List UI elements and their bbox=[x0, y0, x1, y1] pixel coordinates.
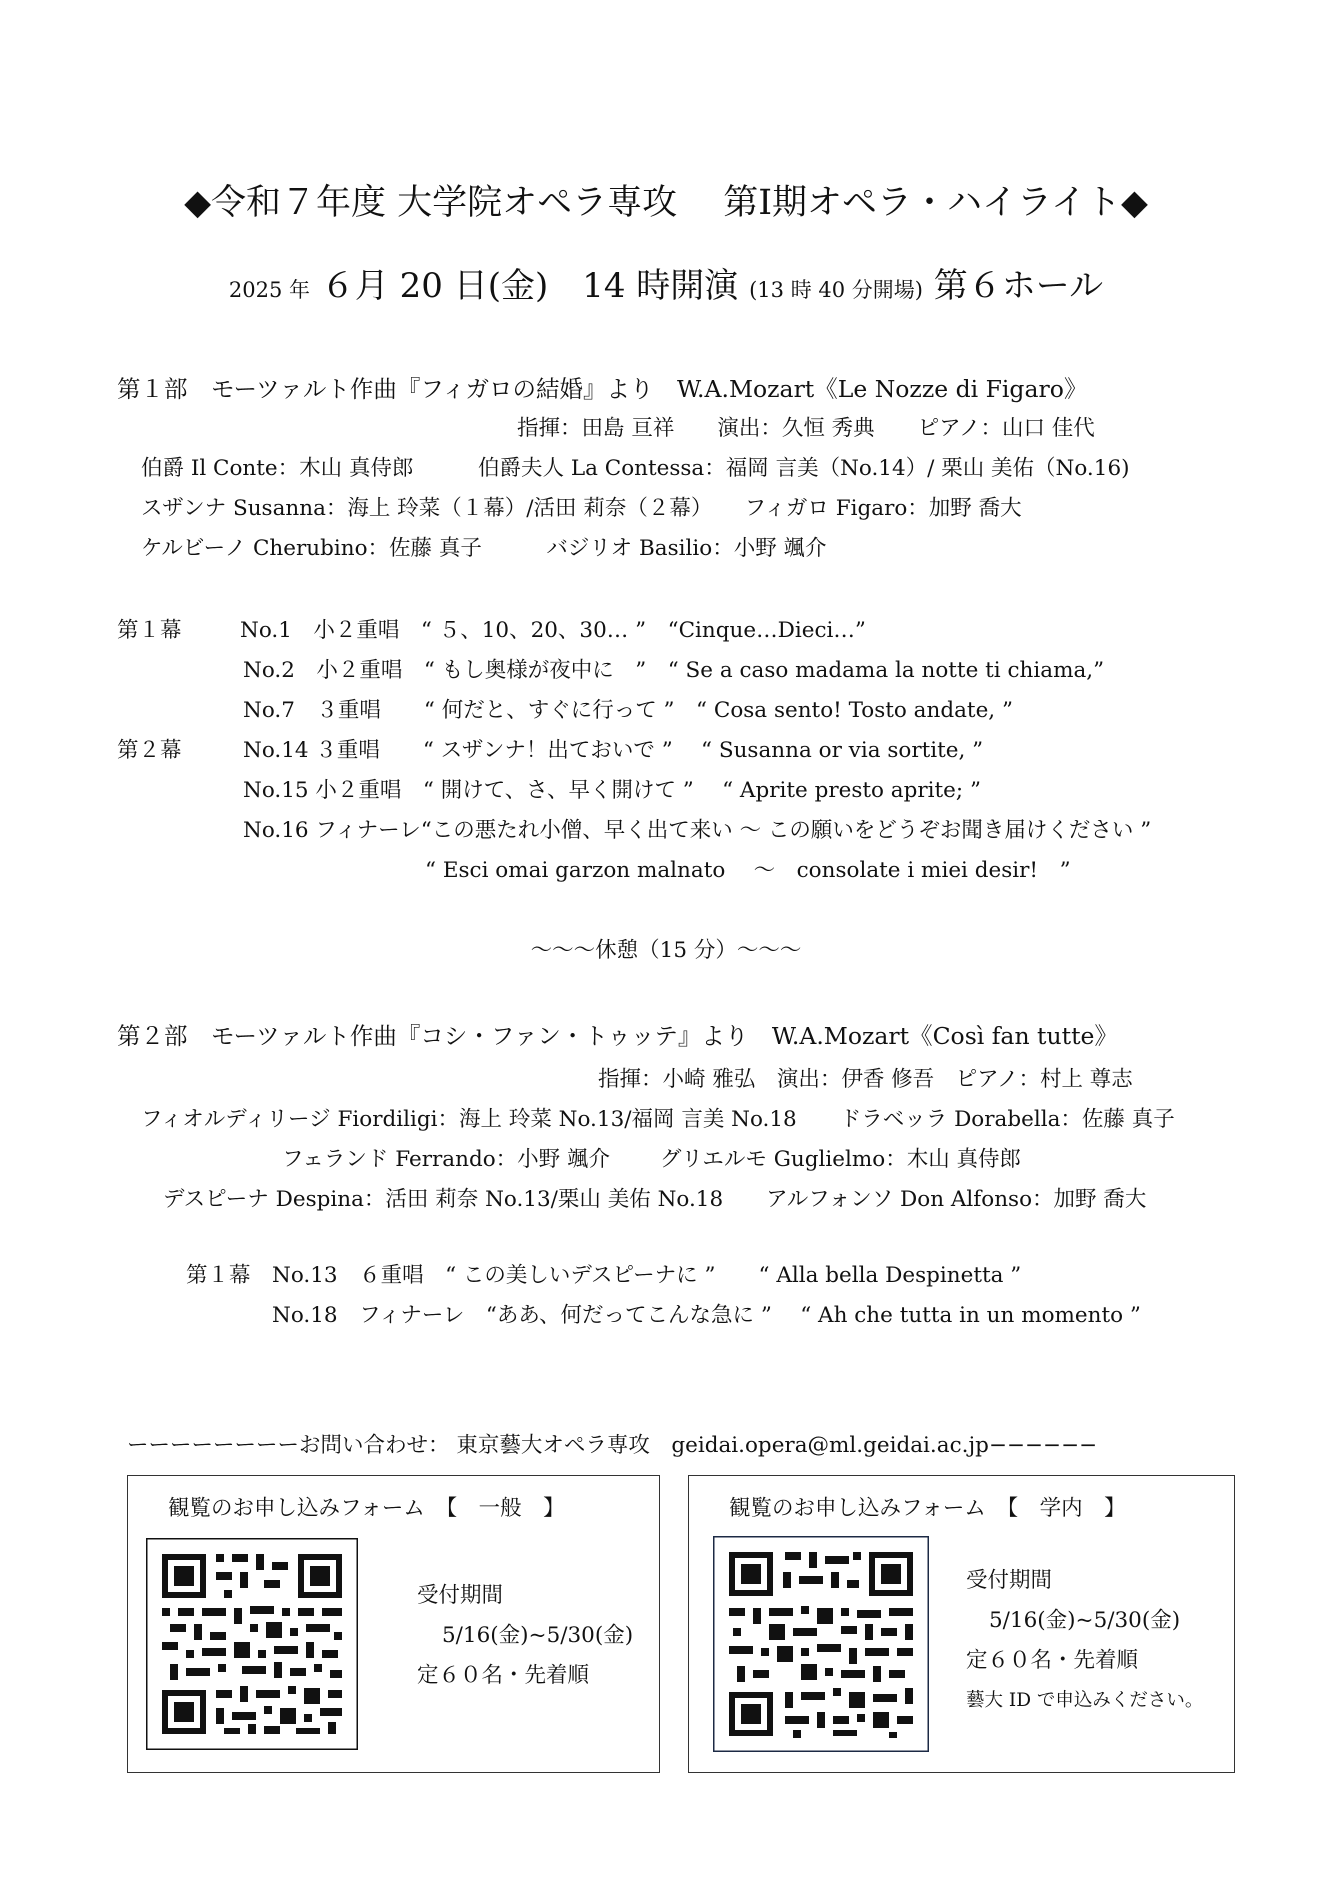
part2-heading: 第２部 モーツァルト作曲『コシ・ファン・トゥッテ』より W.A.Mozart《Così fan tutte》 bbox=[117, 1022, 1118, 1050]
part1-cast-line: ケルビーノ Cherubino：佐藤 真子 バジリオ Basilio：小野 颯介 bbox=[141, 536, 827, 561]
act-label: 第１幕 bbox=[117, 618, 182, 643]
doors-open-time: (13 時 40 分開場) bbox=[749, 278, 923, 302]
part1-cast-line: スザンナ Susanna：海上 玲菜（１幕）/活田 莉奈（２幕） フィガロ Figaro：加野 喬大 bbox=[141, 496, 1022, 521]
reception-period-label: 受付期間 bbox=[966, 1568, 1053, 1593]
capacity-note: 定６０名・先着順 bbox=[417, 1663, 590, 1688]
capacity-note: 定６０名・先着順 bbox=[966, 1648, 1139, 1673]
musical-number: No.14 ３重唱 “ スザンナ！出ておいで ” “ Susanna or via sortite, ” bbox=[243, 738, 984, 763]
musical-number: No.2 小２重唱 “ もし奥様が夜中に ” “ Se a caso madama la notte ti chiama,” bbox=[243, 658, 1105, 683]
part1-staff: 指揮：田島 亘祥 演出：久恒 秀典 ピアノ：山口 佳代 bbox=[517, 416, 1095, 441]
musical-number: No.7 ３重唱 “ 何だと、すぐに行って ” “ Cosa sento! Tosto andate, ” bbox=[243, 698, 1013, 723]
part2-staff: 指揮：小崎 雅弘 演出：伊香 修吾 ピアノ：村上 尊志 bbox=[598, 1067, 1133, 1092]
part2-cast-line: フェランド Ferrando：小野 颯介 グリエルモ Guglielmo：木山 真侍郎 bbox=[282, 1147, 1022, 1172]
musical-number-continuation: “ Esci omai garzon malnato 〜 consolate i miei desir! ” bbox=[425, 858, 1071, 883]
part1-heading: 第１部 モーツァルト作曲『フィガロの結婚』より W.A.Mozart《Le Nozze di Figaro》 bbox=[117, 375, 1088, 403]
login-note: 藝大 ID で申込みください。 bbox=[966, 1690, 1204, 1711]
contact-line: ーーーーーーーーお問い合わせ： 東京藝大オペラ専攻 geidai.opera@ml.geidai.ac.jp−−−−−− bbox=[127, 1433, 1097, 1458]
form-box-internal bbox=[688, 1475, 1235, 1773]
qr-code[interactable] bbox=[146, 1538, 358, 1754]
form-box-general bbox=[127, 1475, 660, 1773]
qr-code[interactable] bbox=[713, 1536, 929, 1756]
musical-number: No.16 フィナーレ“この悪たれ小僧、早く出て来い 〜 この願いをどうぞお聞き届けください ” bbox=[243, 818, 1152, 843]
form-title: 観覧のお申し込みフォーム 【 学内 】 bbox=[729, 1496, 1126, 1521]
page-title: ◆令和７年度 大学院オペラ専攻 第Ⅰ期オペラ・ハイライト◆ bbox=[184, 183, 1148, 223]
musical-number: No.1 小２重唱 “ ５、10、20、30… ” “Cinque…Dieci…” bbox=[240, 618, 866, 643]
reception-period-label: 受付期間 bbox=[417, 1583, 504, 1608]
part2-cast-line: フィオルディリージ Fiordiligi：海上 玲菜 No.13/福岡 言美 No.18 ドラベッラ Dorabella：佐藤 真子 bbox=[141, 1107, 1175, 1132]
musical-number: 第１幕 No.13 ６重唱 “ この美しいデスピーナに ” “ Alla bella Despinetta ” bbox=[186, 1263, 1022, 1288]
part2-cast-line: デスピーナ Despina：活田 莉奈 No.13/栗山 美佑 No.18 アルフォンソ Don Alfonso：加野 喬大 bbox=[163, 1187, 1147, 1212]
form-title: 観覧のお申し込みフォーム 【 一般 】 bbox=[168, 1496, 565, 1521]
musical-number: No.18 フィナーレ “ああ、何だってこんな急に ” “ Ah che tutta in un momento ” bbox=[272, 1303, 1141, 1328]
musical-number: No.15 小２重唱 “ 開けて、さ、早く開けて ” “ Aprite presto aprite; ” bbox=[243, 778, 981, 803]
event-date-line bbox=[0, 258, 1332, 307]
reception-period-dates: 5/16(金)~5/30(金) bbox=[989, 1608, 1181, 1633]
reception-period-dates: 5/16(金)~5/30(金) bbox=[442, 1623, 634, 1648]
date-main: ６月 20 日(金) 14 時開演 bbox=[320, 266, 739, 306]
date-year: 2025 年 bbox=[228, 278, 310, 302]
part1-cast-line: 伯爵 Il Conte：木山 真侍郎 伯爵夫人 La Contessa：福岡 言美（No.14）/ 栗山 美佑（No.16) bbox=[141, 456, 1130, 481]
venue: 第６ホール bbox=[933, 266, 1104, 306]
intermission: 〜〜〜休憩（15 分）〜〜〜 bbox=[530, 938, 802, 963]
act-label: 第２幕 bbox=[117, 738, 182, 763]
